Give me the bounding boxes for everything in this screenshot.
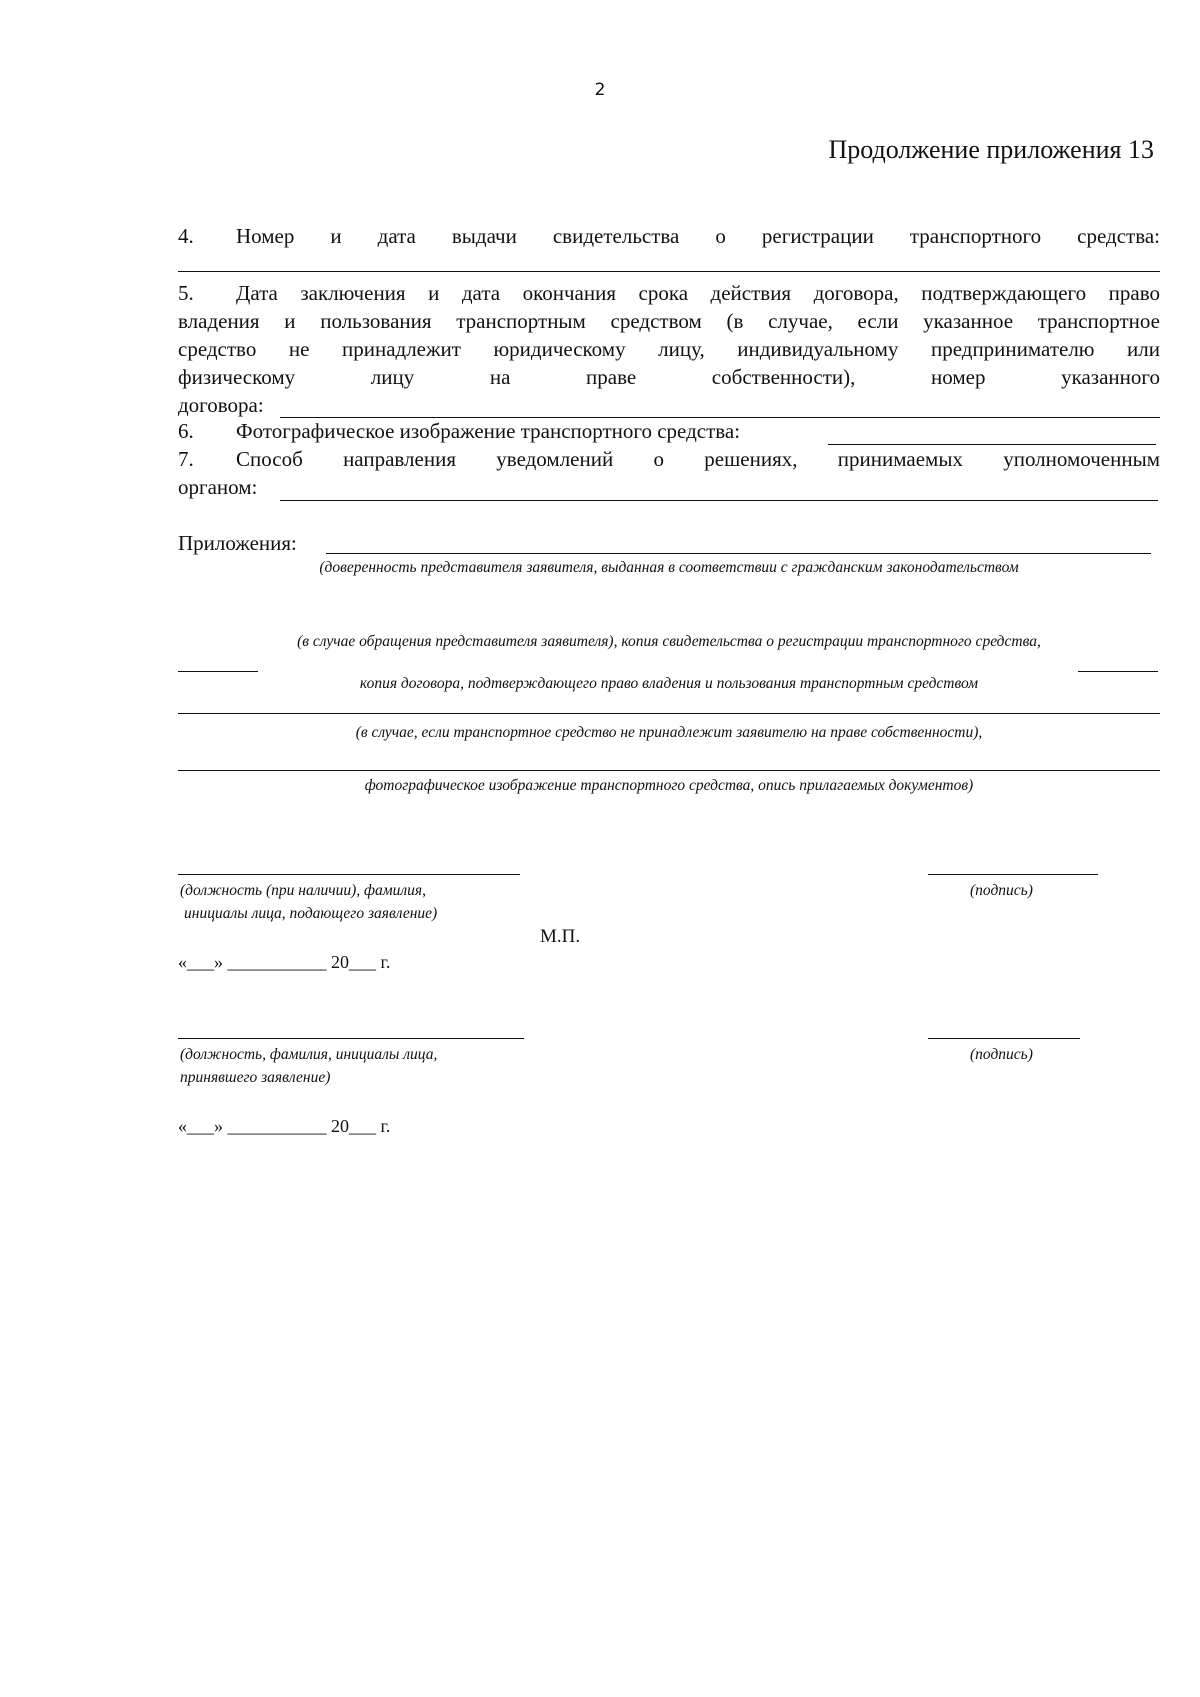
attachments-fill-line-2b[interactable] [1078, 671, 1158, 672]
attachments-hint-4: (в случае, если транспортное средство не принадлежит заявителю на праве собственности), [355, 724, 983, 741]
receiver-signature-caption: (подпись) [970, 1046, 1033, 1063]
item-4-fill-line[interactable] [178, 271, 1160, 272]
attachments-hint-2: (в случае обращения представителя заявителя), копия свидетельства о регистрации транспортного средства, [297, 633, 1041, 650]
applicant-position-caption-1: (должность (при наличии), фамилия, [180, 882, 427, 899]
applicant-date-line[interactable]: «___» ___________ 20___ г. [178, 952, 391, 972]
attachments-fill-line-3[interactable] [178, 713, 1160, 714]
receiver-position-caption-2: принявшего заявление) [180, 1069, 331, 1086]
item-6-fill-line[interactable] [828, 444, 1156, 445]
item-5-line-1: 5. Дата заключения и дата окончания срока действия договора, подтверждающего право [178, 281, 1160, 305]
item-7-line-2: органом: [178, 475, 258, 499]
appendix-header: Продолжение приложения 13 [828, 135, 1154, 164]
attachments-fill-line-1[interactable] [326, 553, 1151, 554]
item-5-line-4: физическому лицу на праве собственности), номер указанного [178, 365, 1160, 389]
receiver-position-caption-1: (должность, фамилия, инициалы лица, [180, 1046, 438, 1063]
attachments-hint-1: (доверенность представителя заявителя, выданная в соответствии с гражданским законодательством [319, 559, 1019, 576]
attachments-label: Приложения: [178, 531, 297, 555]
item-4-text: 4. Номер и дата выдачи свидетельства о регистрации транспортного средства: [178, 224, 1160, 248]
attachments-hint-5: фотографическое изображение транспортного средства, опись прилагаемых документов) [364, 777, 974, 794]
item-6-text: 6. Фотографическое изображение транспортного средства: [178, 419, 741, 443]
applicant-position-caption-2: инициалы лица, подающего заявление) [184, 905, 438, 922]
applicant-signature-line[interactable] [928, 874, 1098, 875]
item-7-line-1: 7. Способ направления уведомлений о решениях, принимаемых уполномоченным [178, 447, 1160, 471]
item-5-line-3: средство не принадлежит юридическому лицу, индивидуальному предпринимателю или [178, 337, 1160, 361]
item-5-line-5: договора: [178, 393, 264, 417]
item-7-fill-line[interactable] [280, 500, 1158, 501]
attachments-hint-3: копия договора, подтверждающего право владения и пользования транспортным средством [359, 675, 979, 692]
applicant-position-line[interactable] [178, 874, 520, 875]
attachments-fill-line-4[interactable] [178, 770, 1160, 771]
attachments-fill-line-2a[interactable] [178, 671, 258, 672]
receiver-position-line[interactable] [178, 1038, 524, 1039]
page-number: 2 [594, 80, 606, 100]
applicant-signature-caption: (подпись) [970, 882, 1033, 899]
receiver-date-line[interactable]: «___» ___________ 20___ г. [178, 1116, 391, 1136]
stamp-mark: М.П. [540, 926, 581, 947]
receiver-signature-line[interactable] [928, 1038, 1080, 1039]
item-5-line-2: владения и пользования транспортным средством (в случае, если указанное транспортное [178, 309, 1160, 333]
